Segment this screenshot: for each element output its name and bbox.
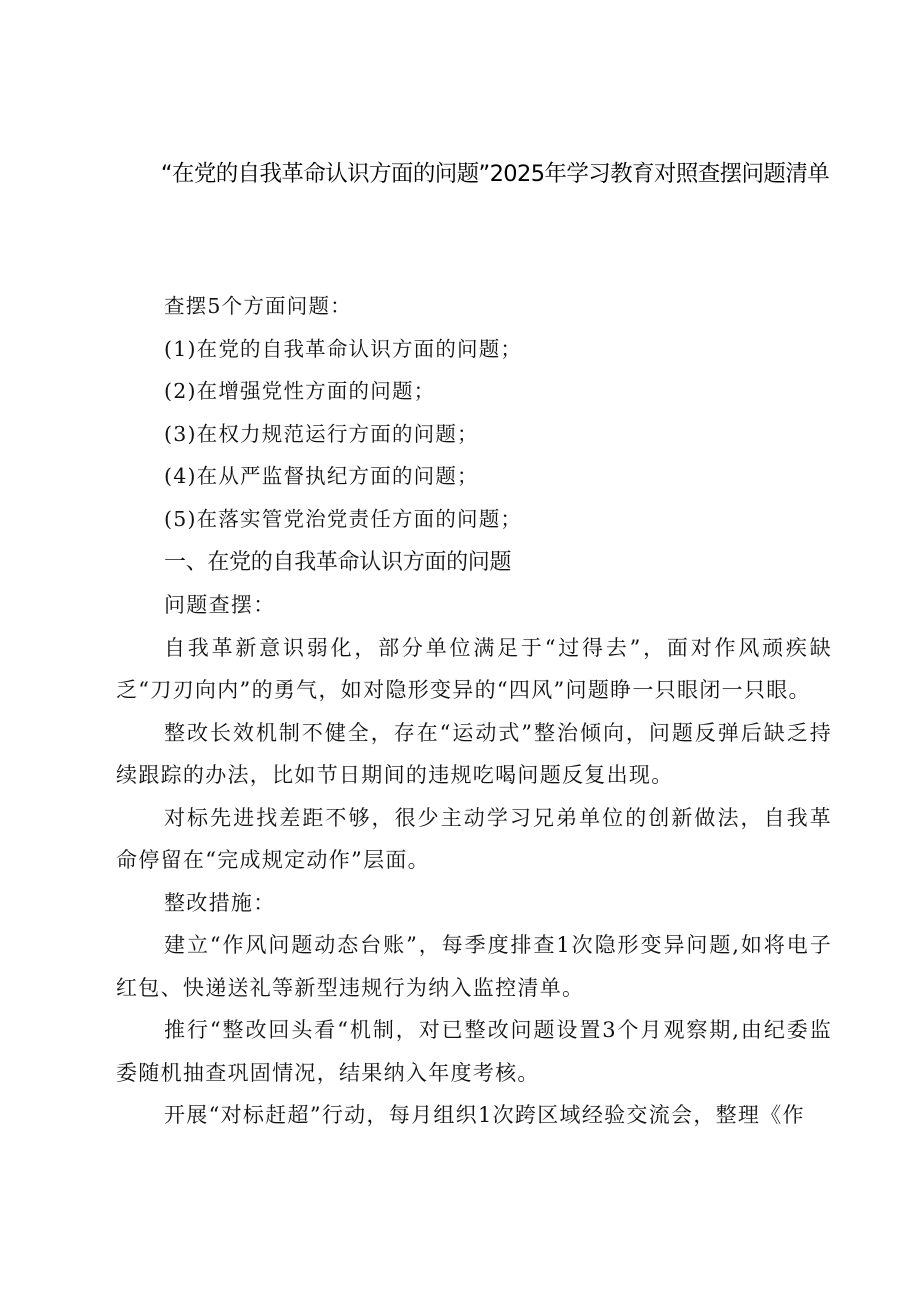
section-heading: 一、在党的自我革命认识方面的问题 (164, 550, 512, 575)
measure-paragraph: 推行“整改回头看“机制，对已整改问题设置3个月观察期,由纪委监委随机抽查巩固情况，结果纳入年度考核。 (116, 1018, 832, 1085)
problem-paragraph: 对标先进找差距不够，很少主动学习兄弟单位的创新做法，自我革命停留在“完成规定动作”层面。 (116, 805, 832, 872)
measure-paragraph: 建立“作风问题动态台账”，每季度排查1次隐形变异问题,如将电子红包、快递送礼等新型违规行为纳入监控清单。 (116, 933, 832, 1000)
problem-paragraph: 自我革新意识弱化，部分单位满足于“过得去”，面对作风顽疾缺乏“刀刃向内”的勇气，如对隐形变异的“四风”问题睁一只眼闭一只眼。 (116, 635, 832, 702)
section-body (116, 584, 832, 1137)
intro-item: (4)在从严监督执纪方面的问题； (164, 464, 479, 488)
measure-paragraph: 开展“对标赶超”行动，每月组织1次跨区域经验交流会，整理《作 (164, 1103, 805, 1127)
document-title: “在党的自我革命认识方面的问题”2025年学习教育对照查摆问题清单 (160, 161, 830, 187)
intro-item: (2)在增强党性方面的问题； (164, 379, 436, 403)
intro-lead: 查摆5个方面问题： (164, 294, 352, 318)
intro-item: (1)在党的自我革命认识方面的问题； (164, 336, 523, 361)
intro-list (164, 285, 844, 540)
intro-item: (5)在落实管党治党责任方面的问题； (164, 506, 523, 531)
intro-item: (3)在权力规范运行方面的问题； (164, 421, 479, 446)
problem-paragraph: 整改长效机制不健全，存在“运动式”整治倾向，问题反弹后缺乏持续跟踪的办法，比如节日期间的违规吃喝问题反复出现。 (116, 720, 832, 787)
measures-label: 整改措施： (164, 890, 276, 915)
problems-label: 问题查摆： (164, 593, 276, 617)
